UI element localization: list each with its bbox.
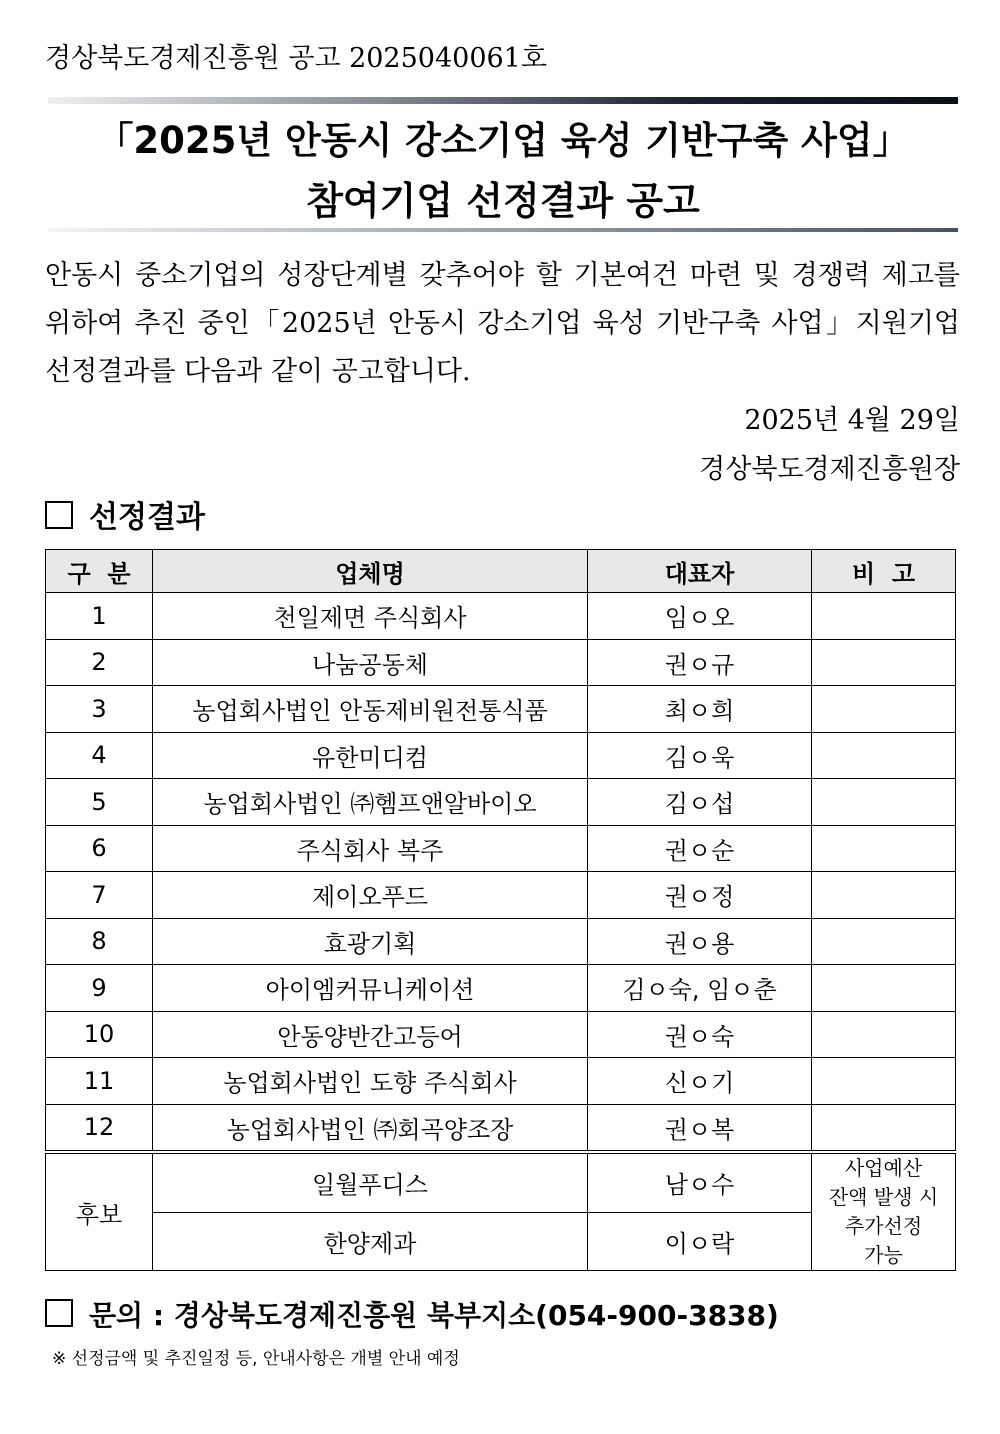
cell-no: 9: [46, 965, 153, 1012]
cell-company: 농업회사법인 ㈜헴프앤알바이오: [153, 779, 588, 826]
cell-note: [812, 1011, 956, 1058]
cell-note: [812, 593, 956, 640]
cell-company: 농업회사법인 ㈜회곡양조장: [153, 1104, 588, 1152]
cell-representative: 신ㅇ기: [588, 1058, 812, 1105]
cell-representative: 권ㅇ규: [588, 639, 812, 686]
table-row: [46, 825, 956, 872]
candidate-representative: 이ㅇ락: [588, 1212, 812, 1270]
cell-company: 나눔공동체: [153, 639, 588, 686]
cell-note: [812, 779, 956, 826]
cell-no: 5: [46, 779, 153, 826]
footnote: ※ 선정금액 및 추진일정 등, 안내사항은 개별 안내 예정: [52, 1349, 460, 1369]
cell-representative: 권ㅇ용: [588, 918, 812, 965]
cell-representative: 권ㅇ복: [588, 1104, 812, 1152]
cell-representative: 임ㅇ오: [588, 593, 812, 640]
cell-representative: 김ㅇ욱: [588, 732, 812, 779]
cell-representative: 김ㅇ섭: [588, 779, 812, 826]
candidate-row: [46, 1152, 956, 1212]
cell-no: 6: [46, 825, 153, 872]
cell-note: [812, 639, 956, 686]
table-row: [46, 1011, 956, 1058]
candidate-company: 한양제과: [153, 1212, 588, 1270]
title-bottom-rule: [48, 228, 958, 232]
cell-representative: 권ㅇ순: [588, 825, 812, 872]
page-title-line2: 참여기업 선정결과 공고: [306, 179, 700, 223]
page-title-line1: 「2025년 안동시 강소기업 육성 기반구축 사업」: [96, 119, 910, 162]
header-representative: 대표자: [588, 550, 812, 593]
table-header-row: [46, 550, 956, 593]
table-row: [46, 965, 956, 1012]
table-row: [46, 1104, 956, 1152]
table-row: [46, 918, 956, 965]
table-row: [46, 593, 956, 640]
cell-note: [812, 825, 956, 872]
cell-company: 효광기획: [153, 918, 588, 965]
notice-date: 2025년 4월 29일: [744, 405, 960, 436]
cell-no: 7: [46, 872, 153, 919]
cell-company: 유한미디컴: [153, 732, 588, 779]
cell-company: 안동양반간고등어: [153, 1011, 588, 1058]
cell-no: 12: [46, 1104, 153, 1152]
section-contact-label: 문의 : 경상북도경제진흥원 북부지소(054-900-3838): [89, 1299, 779, 1332]
notice-number: 경상북도경제진흥원 공고 2025040061호: [45, 43, 547, 74]
cell-representative: 최ㅇ희: [588, 686, 812, 733]
cell-representative: 김ㅇ숙, 임ㅇ춘: [588, 965, 812, 1012]
notice-signer: 경상북도경제진흥원장: [699, 454, 960, 485]
table-row: [46, 1058, 956, 1105]
cell-no: 11: [46, 1058, 153, 1105]
table-row: [46, 779, 956, 826]
table-row: [46, 732, 956, 779]
table-row: [46, 686, 956, 733]
section-result-label: 선정결과: [89, 500, 205, 535]
cell-note: [812, 872, 956, 919]
header-no: 구 분: [46, 550, 153, 593]
cell-company: 천일제면 주식회사: [153, 593, 588, 640]
checkbox-square-icon: [45, 1299, 73, 1327]
cell-note: [812, 732, 956, 779]
cell-no: 1: [46, 593, 153, 640]
cell-note: [812, 965, 956, 1012]
section-result-heading: [45, 492, 205, 536]
candidate-note: 사업예산 잔액 발생 시 추가선정 가능: [812, 1152, 956, 1271]
checkbox-square-icon: [45, 501, 73, 529]
intro-paragraph: 안동시 중소기업의 성장단계별 갖추어야 할 기본여건 마련 및 경쟁력 제고를 위하여 추진 중인「2025년 안동시 강소기업 육성 기반구축 사업」지원기업 선정결과를 다음과 같이 공고합니다.: [45, 260, 960, 387]
table-row: [46, 639, 956, 686]
cell-note: [812, 918, 956, 965]
candidate-company: 일월푸디스: [153, 1152, 588, 1212]
cell-company: 농업회사법인 도향 주식회사: [153, 1058, 588, 1105]
selection-result-table: [45, 549, 956, 1271]
cell-no: 10: [46, 1011, 153, 1058]
cell-no: 2: [46, 639, 153, 686]
cell-note: [812, 1058, 956, 1105]
cell-no: 3: [46, 686, 153, 733]
cell-no: 8: [46, 918, 153, 965]
cell-company: 제이오푸드: [153, 872, 588, 919]
candidate-representative: 남ㅇ수: [588, 1152, 812, 1212]
cell-note: [812, 686, 956, 733]
cell-representative: 권ㅇ정: [588, 872, 812, 919]
title-top-rule: [48, 97, 958, 104]
header-company: 업체명: [153, 550, 588, 593]
cell-representative: 권ㅇ숙: [588, 1011, 812, 1058]
cell-company: 주식회사 복주: [153, 825, 588, 872]
cell-no: 4: [46, 732, 153, 779]
cell-company: 아이엠커뮤니케이션: [153, 965, 588, 1012]
cell-note: [812, 1104, 956, 1152]
header-note: 비 고: [812, 550, 956, 593]
table-row: [46, 872, 956, 919]
section-contact-heading: [45, 1294, 779, 1334]
cell-company: 농업회사법인 안동제비원전통식품: [153, 686, 588, 733]
candidate-label: 후보: [46, 1152, 153, 1271]
